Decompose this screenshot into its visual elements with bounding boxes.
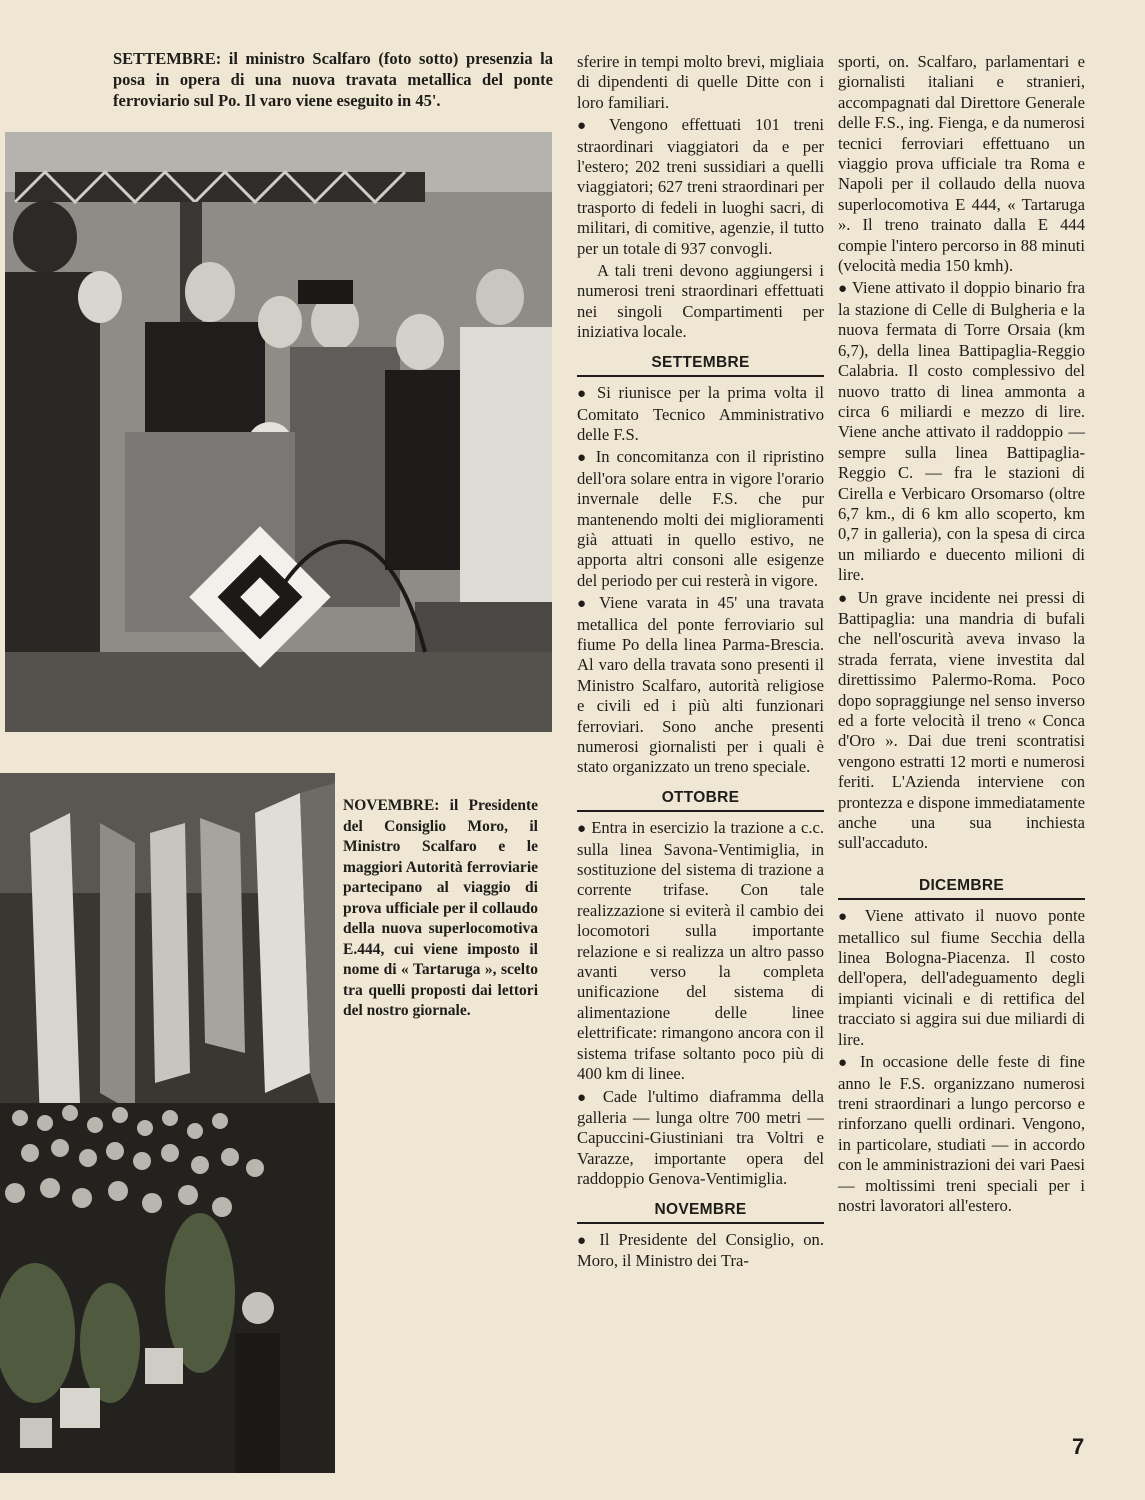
settembre-item-3: ● Viene varata in 45' una travata metallica del ponte ferroviario sul fiume Po della linea Parma-Brescia. Al varo della travata sono presenti il Ministro Scalfaro, autorità religiose e civili ed i più alti funzionari ferroviari. Sono anche presenti numerosi giornalisti per i quali è stato organizzato un treno speciale.: [577, 593, 824, 778]
dicembre-item-1: ● Viene attivato il nuovo ponte metallico sul fiume Secchia della linea Bologna-Piacenza. Il costo dell'opera, dell'adeguamento degli impianti vicinali e di rettifica del tracciato si aggira sui due miliardi di lire.: [838, 906, 1085, 1050]
dicembre-item-2: ● In occasione delle feste di fine anno le F.S. organizzano numerosi treni straordinari a lungo percorso e rinforzano quelli ordinari. Vengono, in particolare, studiati — in accordo con le amministrazioni dei vari Paesi — moltissimi treni speciali per i nostri lavoratori all'estero.: [838, 1052, 1085, 1216]
text-column-1: [577, 52, 824, 1274]
section-heading-novembre: NOVEMBRE: [577, 1200, 824, 1224]
photo-locomotive-crowd: [0, 773, 335, 1473]
photo-bridge-ceremony: [5, 132, 552, 732]
text-column-2: [838, 52, 1085, 1218]
col2-paragraph-accident: ● Un grave incidente nei pressi di Battipaglia: una mandria di bufali che nell'oscurità aveva invaso la strada ferrata, viene investita dal direttissimo Palermo-Roma. Poco dopo sopraggiunge nel senso inverso ed a forte velocità il treno « Conca d'Oro ». Dai due treni scontratisi vengono estratti 12 morti e numerosi feriti. L'Azienda interviene con prontezza e dispone immediatamente anche una sua inchiesta sull'accaduto.: [838, 588, 1085, 854]
ottobre-item-2: ● Cade l'ultimo diaframma della galleria — lunga oltre 700 metri — Capuccini-Giustiniani tra Voltri e Varazze, importante opera del raddoppio Genova-Ventimiglia.: [577, 1087, 824, 1190]
settembre-item-1: ● Si riunisce per la prima volta il Comitato Tecnico Amministrativo delle F.S.: [577, 383, 824, 445]
col1-paragraph-trains: ● Vengono effettuati 101 treni straordinari viaggiatori da e per l'estero; 202 treni sussidiari a quelli viaggiatori; 627 treni straordinari per trasporto di fedeli in luoghi sacri, di militari, di comitive, agenzie, il tutto per un totale di 937 convogli.: [577, 115, 824, 259]
col2-intro: sporti, on. Scalfaro, parlamentari e giornalisti italiani e stranieri, accompagnati dal Direttore Generale delle F.S., ing. Fienga, e da numerosi tecnici ferroviari effettuano un viaggio prova ufficiale tra Roma e Napoli per il collaudo della nuova superlocomotiva E 444, « Tartaruga ». Il treno trainato dalla E 444 compie l'intero percorso in 88 minuti (velocità media 150 kmh).: [838, 52, 1085, 276]
col2-paragraph-double-track: ● Viene attivato il doppio binario fra la stazione di Celle di Bulgheria e la nuova fermata di Torre Orsaia (km 6,7), della linea Battipaglia-Reggio Calabria. Il costo complessivo del nuovo tratto di linea ammonta a circa 6 miliardi e mezzo di lire. Viene anche attivato il raddoppio — sempre sulla linea Battipaglia-Reggio C. — fra le stazioni di Cirella e Verbicaro Orsomarso (oltre 6,7 km., di 6 km allo scoperto, km 0,7 in galleria), con la spesa di circa un miliardo e duecento milioni di lire.: [838, 278, 1085, 585]
section-heading-dicembre: DICEMBRE: [838, 876, 1085, 900]
settembre-item-2: ● In concomitanza con il ripristino dell'ora solare entra in vigore l'orario invernale delle F.S. che pur mantenendo molti dei miglioramenti già attuati in quello estivo, ne apporta altri consoni alle esigenze del periodo per cui resterà in vigore.: [577, 447, 824, 591]
col1-intro: sferire in tempi molto brevi, migliaia di dipendenti di quelle Ditte con i loro familiari.: [577, 52, 824, 112]
section-heading-ottobre: OTTOBRE: [577, 788, 824, 812]
caption-november: NOVEMBRE: il Presidente del Consiglio Moro, il Ministro Scalfaro e le maggiori Autorità ferroviarie partecipano al viaggio di prova ufficiale per il collaudo della nuova superlocomotiva E.444, cui viene imposto il nome di « Tartaruga », scelto tra quelli proposti dai lettori del nostro giornale.: [343, 797, 538, 1019]
ottobre-item-1: ● Entra in esercizio la trazione a c.c. sulla linea Savona-Ventimiglia, in sostituzione del sistema di trazione a corrente trifase. Con tale realizzazione si eviterà il cambio dei locomotori sulla importante relazione e si realizza un altro passo avanti verso la completa unificazione del sistema di alimentazione delle linee elettrificate: rimangono ancora con il sistema trifase soltanto poco più di 400 km di linee.: [577, 818, 824, 1084]
novembre-item-1: ● Il Presidente del Consiglio, on. Moro, il Ministro dei Tra-: [577, 1230, 824, 1272]
section-heading-settembre: SETTEMBRE: [577, 353, 824, 377]
col1-paragraph-additional: A tali treni devono aggiungersi i numerosi treni straordinari effettuati nei singoli Compartimenti per iniziativa locale.: [577, 261, 824, 342]
photo-bridge-ceremony-image: [5, 132, 552, 732]
caption-september: SETTEMBRE: il ministro Scalfaro (foto sotto) presenzia la posa in opera di una nuova travata metallica del ponte ferroviario sul Po. Il varo viene eseguito in 45'.: [113, 49, 553, 110]
page-number: 7: [1072, 1434, 1085, 1459]
photo-locomotive-crowd-image: [0, 773, 335, 1473]
